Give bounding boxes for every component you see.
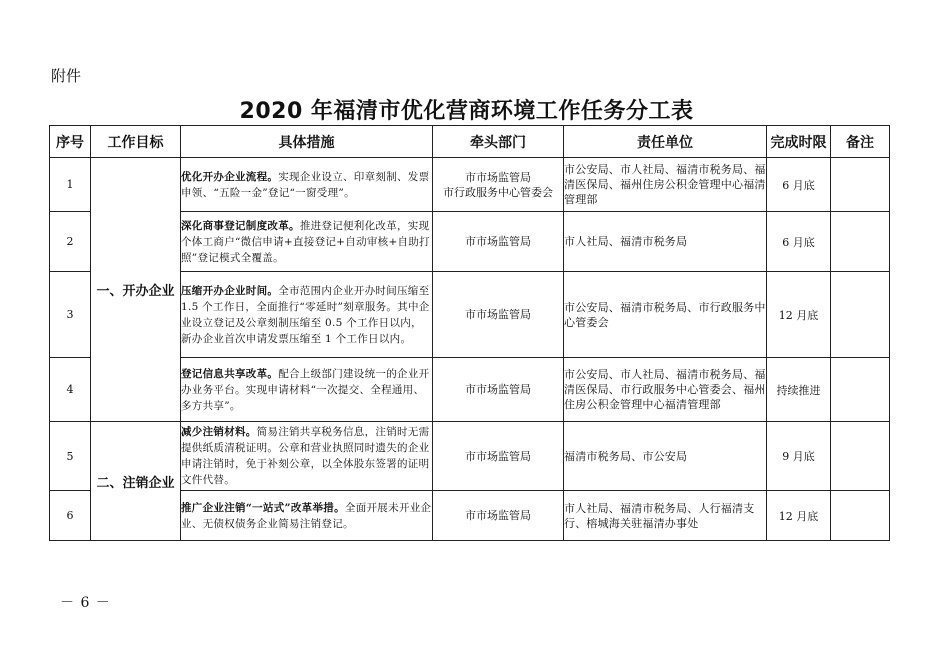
goal-cell: 二、注销企业 (91, 422, 181, 541)
lead-dept-cell: 市市场监管局 (433, 491, 564, 541)
table-row (50, 422, 890, 491)
measure-body: 配合上级部门建设统一的企业开办业务平台。实现申请材料“一次提交、全程通用、多方共享”。 (181, 367, 430, 412)
responsible-cell: 市人社局、福清市税务局 (564, 212, 767, 272)
header-remark: 备注 (831, 126, 890, 158)
measure-cell (181, 491, 433, 541)
measure-body: 全市范围内企业开办时间压缩至 1.5 个工作日，全面推行“零延时”刻章服务。其中企业设立登记及公章刻制压缩至 0.5 个工作日以内，新办企业首次申请发票压缩至 1 个工作日以内。 (181, 284, 430, 345)
remark-cell (831, 358, 890, 422)
responsible-cell: 市公安局、市人社局、福清市税务局、福清医保局、市行政服务中心管委会、福州住房公积金管理中心福清管理部 (564, 358, 767, 422)
responsible-cell: 市公安局、市人社局、福清市税务局、福清医保局、福州住房公积金管理中心福清管理部 (564, 158, 767, 212)
lead-dept-cell: 市市场监管局 (433, 358, 564, 422)
header-responsible: 责任单位 (564, 126, 767, 158)
deadline-cell: 12 月底 (767, 491, 831, 541)
goal-cell: 一、开办企业 (91, 158, 181, 422)
remark-cell (831, 158, 890, 212)
measure-body: 全面开展未开业企业、无债权债务企业简易注销登记。 (181, 501, 432, 530)
responsible-cell: 市公安局、福清市税务局、市行政服务中心管委会 (564, 272, 767, 358)
remark-cell (831, 491, 890, 541)
measure-body: 推进登记便利化改革，实现个体工商户“微信申请+直接登记+自动审核+自助打照”登记模式全覆盖。 (181, 219, 430, 264)
deadline-cell: 12 月底 (767, 272, 831, 358)
measure-cell (181, 272, 433, 358)
header-deadline: 完成时限 (767, 126, 831, 158)
measure-title: 登记信息共享改革。 (181, 367, 279, 380)
table-row (50, 158, 890, 212)
measure-title: 推广企业注销“一站式”改革举措。 (181, 501, 345, 514)
measure-cell (181, 158, 433, 212)
header-number: 序号 (50, 126, 91, 158)
measure-cell (181, 358, 433, 422)
measure-body: 简易注销共享税务信息，注销时无需提供纸质清税证明。公章和营业执照同时遗失的企业申请注销时，免于补刻公章，以全体股东签署的证明文件代替。 (181, 426, 430, 486)
measure-title: 深化商事登记制度改革。 (181, 219, 300, 232)
lead-dept-cell: 市市场监管局 (433, 422, 564, 491)
header-measure: 具体措施 (181, 126, 433, 158)
responsible-cell: 福清市税务局、市公安局 (564, 422, 767, 491)
measure-title: 优化开办企业流程。 (181, 170, 279, 183)
header-row (50, 126, 890, 158)
row-number: 2 (50, 212, 91, 272)
attachment-label: 附件 (51, 67, 82, 85)
responsible-cell: 市人社局、福清市税务局、人行福清支行、榕城海关驻福清办事处 (564, 491, 767, 541)
remark-cell (831, 212, 890, 272)
row-number: 3 (50, 272, 91, 358)
page-number: － 6 － (60, 595, 111, 611)
deadline-cell: 持续推进 (767, 358, 831, 422)
measure-title: 压缩开办企业时间。 (181, 284, 279, 297)
lead-dept-cell (433, 158, 564, 212)
lead-dept-cell: 市市场监管局 (433, 272, 564, 358)
row-number: 4 (50, 358, 91, 422)
row-number: 6 (50, 491, 91, 541)
measure-cell (181, 422, 433, 491)
row-number: 5 (50, 422, 91, 491)
row-number: 1 (50, 158, 91, 212)
lead-dept-cell: 市市场监管局 (433, 212, 564, 272)
page-title: 2020 年福清市优化营商环境工作任务分工表 (239, 99, 694, 124)
remark-cell (831, 272, 890, 358)
header-goal: 工作目标 (91, 126, 181, 158)
deadline-cell: 6 月底 (767, 158, 831, 212)
measure-body: 实现企业设立、印章刻制、发票申领、“五险一金”登记“一窗受理”。 (181, 170, 430, 199)
task-table (49, 125, 890, 541)
deadline-cell: 9 月底 (767, 422, 831, 491)
measure-cell (181, 212, 433, 272)
lead-dept-text: 市市场监管局 市行政服务中心管委会 (443, 170, 553, 199)
deadline-cell: 6 月底 (767, 212, 831, 272)
header-lead-dept: 牵头部门 (433, 126, 564, 158)
measure-title: 减少注销材料。 (181, 426, 257, 438)
remark-cell (831, 422, 890, 491)
